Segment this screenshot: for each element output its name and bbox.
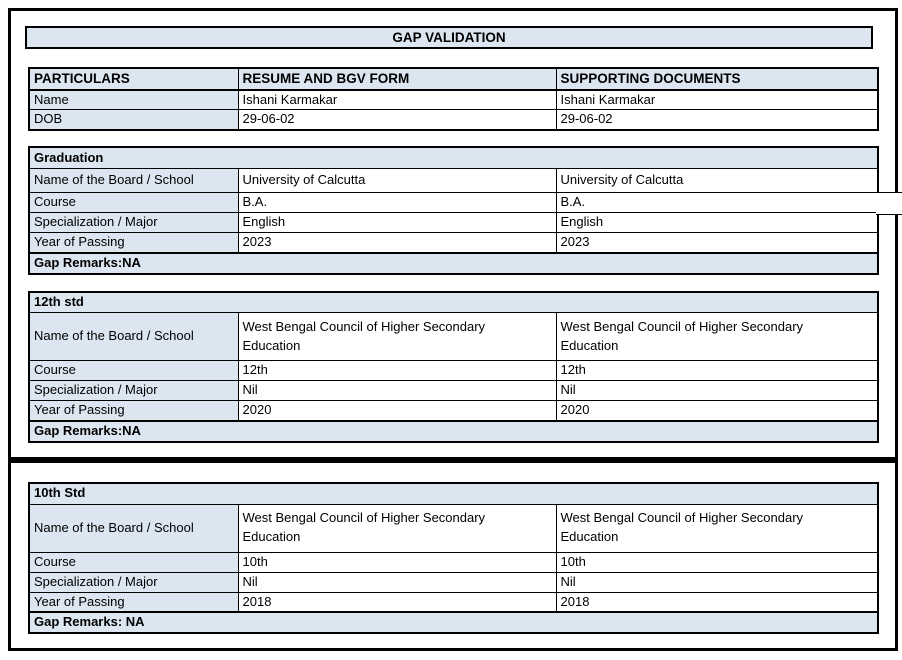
supporting-cell: University of Calcutta <box>556 168 878 192</box>
resume-cell: Ishani Karmakar <box>238 90 556 110</box>
table-row-board-school <box>29 313 878 361</box>
column-header-resume-bgv: RESUME AND BGV FORM <box>238 68 556 90</box>
gap-remarks-text: Gap Remarks:NA <box>29 421 878 442</box>
resume-cell: 2023 <box>238 232 556 252</box>
supporting-cell: 2023 <box>556 232 878 252</box>
page-title: GAP VALIDATION <box>25 26 873 49</box>
resume-cell: 2018 <box>238 592 556 612</box>
label-cell: Name <box>29 90 238 110</box>
resume-cell: West Bengal Council of Higher Secondary Education <box>238 313 556 361</box>
table-row-specialization <box>29 212 878 232</box>
lower-frame <box>8 460 898 651</box>
supporting-cell: Ishani Karmakar <box>556 90 878 110</box>
column-header-supporting-docs: SUPPORTING DOCUMENTS <box>556 68 878 90</box>
particulars-table <box>28 67 879 131</box>
section-title-10th-std: 10th Std <box>29 483 878 504</box>
supporting-cell: Nil <box>556 381 878 401</box>
supporting-cell: West Bengal Council of Higher Secondary Education <box>556 313 878 361</box>
section-title-row <box>29 292 878 313</box>
column-header-particulars: PARTICULARS <box>29 68 238 90</box>
table-row-specialization <box>29 572 878 592</box>
frame-border-gap-artifact <box>876 192 902 215</box>
label-cell: Name of the Board / School <box>29 313 238 361</box>
supporting-cell: 29-06-02 <box>556 110 878 130</box>
supporting-cell: English <box>556 212 878 232</box>
label-cell: Year of Passing <box>29 232 238 252</box>
gap-remarks-text: Gap Remarks:NA <box>29 253 878 274</box>
tenth-std-table <box>28 482 879 634</box>
section-title-graduation: Graduation <box>29 147 878 168</box>
table-row-course <box>29 192 878 212</box>
resume-cell: 29-06-02 <box>238 110 556 130</box>
table-row-board-school <box>29 168 878 192</box>
supporting-cell: Nil <box>556 572 878 592</box>
resume-cell: 10th <box>238 552 556 572</box>
supporting-cell: B.A. <box>556 192 878 212</box>
resume-cell: 12th <box>238 361 556 381</box>
table-row-specialization <box>29 381 878 401</box>
label-cell: Specialization / Major <box>29 212 238 232</box>
table-row-dob <box>29 110 878 130</box>
table-row-year-of-passing <box>29 592 878 612</box>
label-cell: Course <box>29 361 238 381</box>
table-row-year-of-passing <box>29 232 878 252</box>
label-cell: Name of the Board / School <box>29 504 238 552</box>
table-row-course <box>29 361 878 381</box>
label-cell: Year of Passing <box>29 401 238 421</box>
label-cell: Specialization / Major <box>29 381 238 401</box>
section-title-row <box>29 483 878 504</box>
resume-cell: Nil <box>238 572 556 592</box>
gap-remarks-text: Gap Remarks: NA <box>29 612 878 633</box>
label-cell: Specialization / Major <box>29 572 238 592</box>
supporting-cell: 10th <box>556 552 878 572</box>
label-cell: DOB <box>29 110 238 130</box>
supporting-cell: 12th <box>556 361 878 381</box>
graduation-table <box>28 146 879 274</box>
resume-cell: Nil <box>238 381 556 401</box>
label-cell: Course <box>29 192 238 212</box>
resume-cell: West Bengal Council of Higher Secondary Education <box>238 504 556 552</box>
upper-frame <box>8 8 898 460</box>
gap-remarks-row <box>29 253 878 274</box>
section-title-row <box>29 147 878 168</box>
resume-cell: University of Calcutta <box>238 168 556 192</box>
table-row-name <box>29 90 878 110</box>
supporting-cell: 2020 <box>556 401 878 421</box>
table-row-course <box>29 552 878 572</box>
gap-remarks-row <box>29 612 878 633</box>
table-row-year-of-passing <box>29 401 878 421</box>
supporting-cell: 2018 <box>556 592 878 612</box>
resume-cell: B.A. <box>238 192 556 212</box>
resume-cell: English <box>238 212 556 232</box>
section-title-12th-std: 12th std <box>29 292 878 313</box>
twelfth-std-table <box>28 291 879 443</box>
resume-cell: 2020 <box>238 401 556 421</box>
label-cell: Name of the Board / School <box>29 168 238 192</box>
supporting-cell: West Bengal Council of Higher Secondary Education <box>556 504 878 552</box>
table-row-board-school <box>29 504 878 552</box>
particulars-header-row <box>29 68 878 90</box>
gap-remarks-row <box>29 421 878 442</box>
label-cell: Year of Passing <box>29 592 238 612</box>
label-cell: Course <box>29 552 238 572</box>
